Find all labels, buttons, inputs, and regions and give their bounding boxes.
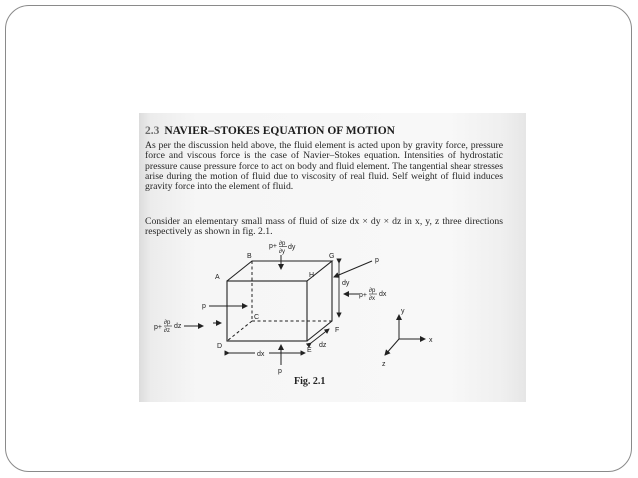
paragraph-forces: As per the discussion held above, the fluid element is acted upon by gravity force, pressure force and viscous force is the case of Navier–Stokes equation. Intensities of hydrostatic pressure cause pressure force to act on body and fluid element. The tangential shear stresses arise during the motion of fluid due to viscosity of real fluid. Self weight of fluid induces gravity force into the element of fluid. xyxy=(145,140,503,193)
scanned-page xyxy=(139,113,526,402)
vertex-h: H xyxy=(309,272,315,279)
label-dx-bottom: dx xyxy=(257,351,265,358)
cube-diagram xyxy=(154,241,469,389)
vertex-a: A xyxy=(215,274,220,281)
vertex-g: G xyxy=(329,253,335,260)
vertex-d: D xyxy=(217,343,223,350)
label-dx-right: dx xyxy=(379,291,387,298)
label-p-right: p+ xyxy=(359,292,367,299)
section-number: 2.3 xyxy=(145,125,160,137)
label-dpdy-num: ∂p xyxy=(279,241,286,247)
label-dy-side: dy xyxy=(342,280,350,287)
arrow-p-right-top xyxy=(334,261,372,277)
section-title: NAVIER–STOKES EQUATION OF MOTION xyxy=(164,125,395,137)
label-dpdy-den: ∂y xyxy=(279,249,285,255)
vertex-f: F xyxy=(335,327,340,334)
vertex-c: C xyxy=(254,314,260,321)
paragraph-element: Consider an elementary small mass of fluid of size dx × dy × dz in x, y, z three directions respectively as shown in fig. 2.1. xyxy=(145,216,503,238)
vertex-b: B xyxy=(247,253,252,260)
label-p-top: p+ xyxy=(269,243,277,250)
top-face xyxy=(227,261,332,281)
label-p-right-top: p xyxy=(375,257,379,264)
label-dz-bottom: dz xyxy=(319,342,327,349)
coordinate-axes xyxy=(382,308,433,368)
axis-x-label: x xyxy=(429,337,433,344)
label-p-bottom: p xyxy=(278,368,282,375)
axis-y-label: y xyxy=(401,308,405,315)
label-dpdz-den: ∂z xyxy=(164,328,170,334)
label-dpdz-num: ∂p xyxy=(164,320,171,326)
axis-z-label: z xyxy=(382,361,386,368)
label-dy-top: dy xyxy=(288,244,296,251)
label-p-left: p xyxy=(202,303,206,310)
label-p-front: p+ xyxy=(154,324,162,331)
label-dpdx-num: ∂p xyxy=(369,288,376,294)
vertex-e: E xyxy=(307,347,312,354)
label-dz-front: dz xyxy=(174,323,182,330)
section-heading xyxy=(145,125,395,137)
label-dpdx-den: ∂x xyxy=(369,296,375,302)
figure-caption: Fig. 2.1 xyxy=(294,376,326,387)
fluid-element-figure xyxy=(154,241,469,389)
